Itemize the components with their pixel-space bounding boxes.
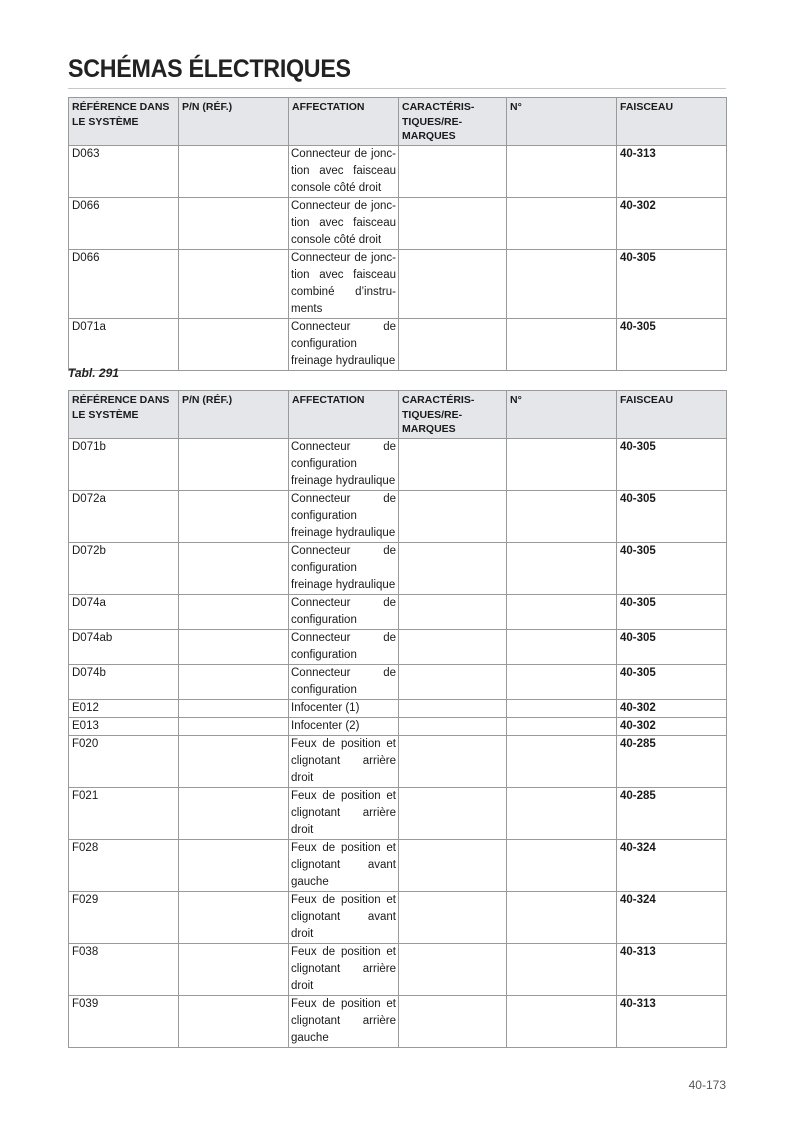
table-2-body — [69, 438, 727, 1047]
cell-pn — [179, 490, 289, 542]
cell-ref: D063 — [69, 145, 179, 197]
header-faisceau: FAISCEAU — [617, 98, 727, 146]
cell-affectation: Connecteur de jonction avec faisceau console côté droit — [289, 197, 399, 249]
title-divider — [68, 88, 726, 89]
cell-caracteristiques — [399, 629, 507, 664]
table-header-row — [69, 98, 727, 146]
cell-pn — [179, 664, 289, 699]
cell-ref: D071b — [69, 438, 179, 490]
cell-faisceau: 40-302 — [617, 197, 727, 249]
header-pn: P/N (RÉF.) — [179, 391, 289, 439]
cell-faisceau: 40-324 — [617, 839, 727, 891]
cell-ref: F029 — [69, 891, 179, 943]
cell-numero — [507, 629, 617, 664]
cell-affectation: Connecteur de configuration — [289, 629, 399, 664]
cell-affectation: Feux de position et clignotant arrière droit — [289, 943, 399, 995]
cell-numero — [507, 891, 617, 943]
cell-caracteristiques — [399, 699, 507, 717]
cell-faisceau: 40-305 — [617, 318, 727, 370]
header-ref: RÉFÉRENCE DANS LE SYSTÈME — [69, 391, 179, 439]
cell-ref: F028 — [69, 839, 179, 891]
cell-ref: E013 — [69, 717, 179, 735]
table-header-row — [69, 391, 727, 439]
header-numero: N° — [507, 391, 617, 439]
cell-pn — [179, 197, 289, 249]
header-affectation: AFFECTATION — [289, 391, 399, 439]
cell-numero — [507, 249, 617, 318]
cell-affectation: Infocenter (1) — [289, 699, 399, 717]
table-row — [69, 735, 727, 787]
cell-affectation: Feux de position et clignotant arrière gauche — [289, 995, 399, 1047]
cell-caracteristiques — [399, 891, 507, 943]
cell-numero — [507, 145, 617, 197]
cell-numero — [507, 318, 617, 370]
cell-pn — [179, 943, 289, 995]
cell-ref: F039 — [69, 995, 179, 1047]
cell-pn — [179, 787, 289, 839]
table-row — [69, 542, 727, 594]
table-row — [69, 839, 727, 891]
cell-caracteristiques — [399, 995, 507, 1047]
cell-ref: D066 — [69, 249, 179, 318]
cell-numero — [507, 735, 617, 787]
table-row — [69, 594, 727, 629]
cell-caracteristiques — [399, 839, 507, 891]
cell-faisceau: 40-305 — [617, 249, 727, 318]
cell-numero — [507, 490, 617, 542]
cell-caracteristiques — [399, 717, 507, 735]
cell-numero — [507, 995, 617, 1047]
header-affectation: AFFECTATION — [289, 98, 399, 146]
cell-ref: D072b — [69, 542, 179, 594]
cell-affectation: Connecteur de configuration — [289, 594, 399, 629]
header-ref: RÉFÉRENCE DANS LE SYSTÈME — [69, 98, 179, 146]
table-caption: Tabl. 291 — [68, 366, 119, 380]
table-row — [69, 943, 727, 995]
cell-pn — [179, 542, 289, 594]
cell-faisceau: 40-305 — [617, 629, 727, 664]
cell-pn — [179, 717, 289, 735]
cell-pn — [179, 318, 289, 370]
cell-pn — [179, 839, 289, 891]
table-row — [69, 197, 727, 249]
cell-faisceau: 40-305 — [617, 664, 727, 699]
cell-numero — [507, 839, 617, 891]
cell-ref: D066 — [69, 197, 179, 249]
header-faisceau: FAISCEAU — [617, 391, 727, 439]
cell-caracteristiques — [399, 594, 507, 629]
cell-numero — [507, 594, 617, 629]
table-row — [69, 629, 727, 664]
cell-caracteristiques — [399, 145, 507, 197]
cell-faisceau: 40-302 — [617, 699, 727, 717]
cell-numero — [507, 197, 617, 249]
table-row — [69, 249, 727, 318]
table-1-body — [69, 145, 727, 370]
cell-affectation: Connecteur de configuration freinage hydraulique — [289, 438, 399, 490]
cell-affectation: Feux de position et clignotant arrière droit — [289, 787, 399, 839]
cell-faisceau: 40-313 — [617, 943, 727, 995]
cell-affectation: Connecteur de configuration freinage hydraulique — [289, 490, 399, 542]
cell-ref: F038 — [69, 943, 179, 995]
cell-caracteristiques — [399, 943, 507, 995]
cell-pn — [179, 995, 289, 1047]
header-caracteristiques: CARACTÉRIS-TIQUES/RE-MARQUES — [399, 391, 507, 439]
cell-ref: D074a — [69, 594, 179, 629]
cell-numero — [507, 699, 617, 717]
cell-affectation: Infocenter (2) — [289, 717, 399, 735]
cell-numero — [507, 717, 617, 735]
cell-affectation: Connecteur de configuration freinage hydraulique — [289, 542, 399, 594]
cell-pn — [179, 249, 289, 318]
cell-caracteristiques — [399, 318, 507, 370]
table-row — [69, 787, 727, 839]
table-row — [69, 664, 727, 699]
table-row — [69, 318, 727, 370]
cell-pn — [179, 629, 289, 664]
cell-caracteristiques — [399, 542, 507, 594]
table-row — [69, 490, 727, 542]
cell-faisceau: 40-324 — [617, 891, 727, 943]
table-row — [69, 699, 727, 717]
cell-pn — [179, 891, 289, 943]
cell-affectation: Feux de position et clignotant arrière droit — [289, 735, 399, 787]
cell-pn — [179, 699, 289, 717]
table-row — [69, 145, 727, 197]
cell-faisceau: 40-302 — [617, 717, 727, 735]
cell-ref: D072a — [69, 490, 179, 542]
cell-affectation: Feux de position et clignotant avant droit — [289, 891, 399, 943]
table-row — [69, 891, 727, 943]
cell-faisceau: 40-305 — [617, 438, 727, 490]
cell-affectation: Feux de position et clignotant avant gauche — [289, 839, 399, 891]
cell-ref: D074ab — [69, 629, 179, 664]
cell-caracteristiques — [399, 490, 507, 542]
cell-affectation: Connecteur de jonction avec faisceau console côté droit — [289, 145, 399, 197]
wiring-table-1 — [68, 97, 727, 371]
cell-pn — [179, 594, 289, 629]
header-numero: N° — [507, 98, 617, 146]
cell-caracteristiques — [399, 787, 507, 839]
cell-ref: D071a — [69, 318, 179, 370]
cell-faisceau: 40-313 — [617, 995, 727, 1047]
cell-caracteristiques — [399, 249, 507, 318]
cell-numero — [507, 664, 617, 699]
cell-affectation: Connecteur de configuration — [289, 664, 399, 699]
header-caracteristiques: CARACTÉRIS-TIQUES/RE-MARQUES — [399, 98, 507, 146]
cell-faisceau: 40-285 — [617, 735, 727, 787]
cell-faisceau: 40-305 — [617, 594, 727, 629]
cell-numero — [507, 787, 617, 839]
table-row — [69, 717, 727, 735]
cell-pn — [179, 735, 289, 787]
cell-caracteristiques — [399, 197, 507, 249]
cell-pn — [179, 438, 289, 490]
cell-faisceau: 40-305 — [617, 490, 727, 542]
table-row — [69, 995, 727, 1047]
page-number: 40-173 — [688, 1078, 726, 1092]
cell-ref: F021 — [69, 787, 179, 839]
cell-faisceau: 40-313 — [617, 145, 727, 197]
cell-numero — [507, 943, 617, 995]
cell-ref: F020 — [69, 735, 179, 787]
cell-caracteristiques — [399, 438, 507, 490]
header-pn: P/N (RÉF.) — [179, 98, 289, 146]
cell-caracteristiques — [399, 735, 507, 787]
cell-caracteristiques — [399, 664, 507, 699]
cell-ref: D074b — [69, 664, 179, 699]
cell-faisceau: 40-285 — [617, 787, 727, 839]
table-row — [69, 438, 727, 490]
page-title: SCHÉMAS ÉLECTRIQUES — [68, 55, 351, 83]
cell-numero — [507, 542, 617, 594]
cell-ref: E012 — [69, 699, 179, 717]
cell-affectation: Connecteur de jonction avec faisceau combiné d’instruments — [289, 249, 399, 318]
cell-faisceau: 40-305 — [617, 542, 727, 594]
cell-affectation: Connecteur de configuration freinage hydraulique — [289, 318, 399, 370]
cell-pn — [179, 145, 289, 197]
wiring-table-2 — [68, 390, 727, 1048]
cell-numero — [507, 438, 617, 490]
